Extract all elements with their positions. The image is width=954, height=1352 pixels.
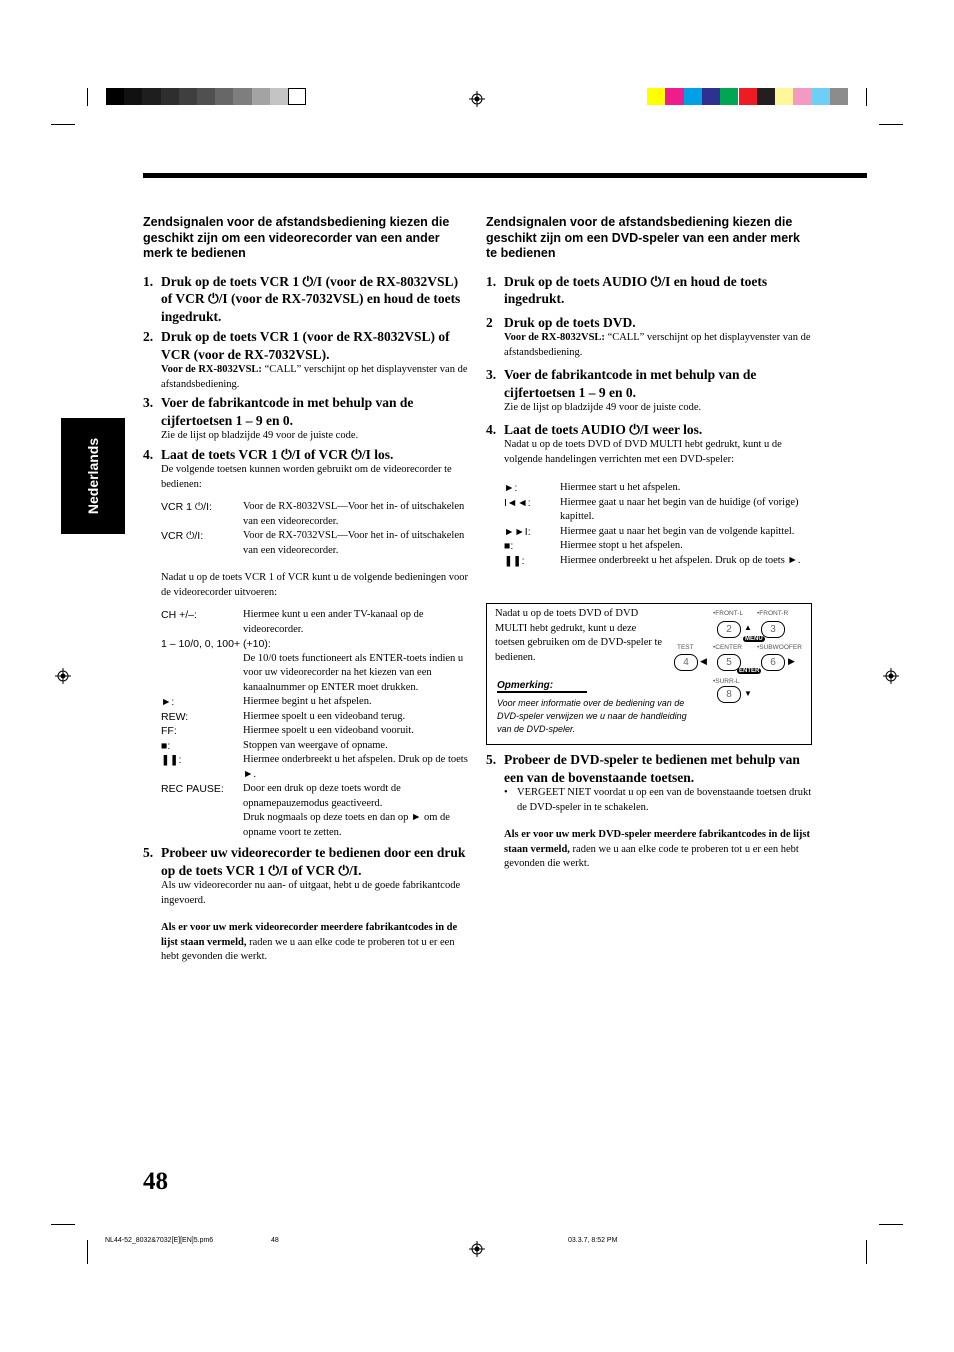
down-arrow-icon: ▼ — [744, 689, 752, 698]
final-note: Als er voor uw merk DVD-speler meerdere fabrikantcodes in de lijst staan vermeld, raden we u aan elke code te proberen tot u er een hebt gevonden die werkt. — [504, 829, 811, 869]
color-swatch — [179, 88, 197, 105]
key-row: VCR ⏻/I: Voor de RX-7032VSL—Voor het in- of uitschakelen van een videorecorder. — [161, 530, 465, 556]
crop-mark — [879, 124, 903, 125]
step-note: Als uw videorecorder nu aan- of uitgaat, hebt u de goede fabrikantcode ingevoerd. — [161, 880, 461, 906]
crop-mark — [866, 88, 867, 106]
color-swatch — [197, 88, 215, 105]
page-number: 48 — [143, 1168, 168, 1195]
left-arrow-icon: ◀ — [700, 656, 707, 666]
registration-mark-icon — [883, 668, 899, 684]
keypad-key-2: 2 — [717, 621, 741, 638]
step-note: Voor de RX-8032VSL: “CALL” verschijnt op het displayvenster van de afstandsbediening. — [504, 332, 811, 358]
step-4: 4. Laat de toets AUDIO ⏻/I weer los. Nadat u op de toets DVD of DVD MULTI hebt gedrukt, kunt u de volgende handelingen verrichten met een DVD-speler: — [486, 421, 812, 468]
num-key-desc: De 10/0 toets functioneert als ENTER-toets indien u voor uw videorecorder na het kiezen van een kanaalnummer op ENTER moet drukken. — [243, 652, 464, 693]
key-label: ■: — [504, 540, 514, 552]
key-row — [161, 739, 471, 754]
color-swatch — [720, 88, 738, 105]
crop-mark — [87, 88, 88, 106]
language-tab-label: Nederlands — [85, 437, 101, 515]
keypad-key-3: 3 — [761, 621, 785, 638]
step-2: 2 Druk op de toets DVD. Voor de RX-8032VSL: “CALL” verschijnt op het displayvenster van de afstandsbediening. — [486, 314, 812, 361]
key-row — [161, 710, 471, 725]
step-text: Voer de fabrikantcode in met behulp van de cijfertoetsen 1 – 9 en 0. — [504, 367, 757, 400]
rec-pause-extra: Druk nogmaals op deze toets en dan op ► om de opname voort te zetten. — [243, 812, 450, 838]
step-text: Voer de fabrikantcode in met behulp van de cijfertoetsen 1 – 9 en 0. — [161, 395, 414, 428]
color-swatch — [233, 88, 251, 105]
color-swatch — [288, 88, 306, 105]
dvd-info-box — [486, 603, 812, 745]
key-description: Hiermee gaat u naar het begin van de volgende kapittel. — [560, 525, 795, 537]
num-key: 1 – 10/0, 0, 100+ (+10): — [161, 638, 271, 650]
key-description: Hiermee start u het afspelen. — [560, 482, 681, 493]
key-description: Hiermee begint u het afspelen. — [243, 696, 372, 707]
footer-date: 03.3.7, 8:52 PM — [568, 1237, 618, 1244]
keypad-key-5: 5 — [717, 654, 741, 671]
crop-mark — [879, 1224, 903, 1225]
key-row — [504, 525, 812, 540]
color-swatch — [757, 88, 775, 105]
menu-label: MENU — [745, 636, 763, 642]
key-description: Door een druk op deze toets wordt de opnamepauzemodus geactiveerd. — [243, 783, 401, 809]
color-swatch — [124, 88, 142, 105]
color-swatch — [215, 88, 233, 105]
step-3: 3. Voer de fabrikantcode in met behulp van de cijfertoetsen 1 – 9 en 0. Zie de lijst op bladzijde 49 voor de juiste code. — [143, 394, 471, 444]
step-text: Druk op de toets VCR 1 (voor de RX-8032VSL) of VCR (voor de RX-7032VSL). — [161, 329, 450, 362]
key-label: REW: — [161, 710, 189, 723]
color-swatch — [106, 88, 124, 105]
keypad-key-4: 4 — [674, 654, 698, 671]
step-3: 3. Voer de fabrikantcode in met behulp van de cijfertoetsen 1 – 9 en 0. Zie de lijst op bladzijde 49 voor de juiste code. — [486, 366, 812, 416]
key-description: Hiermee onderbreekt u het afspelen. Druk op de toets ►. — [243, 754, 468, 780]
key-row — [161, 695, 471, 710]
key-description: Hiermee onderbreekt u het afspelen. Druk op de toets ►. — [560, 554, 801, 566]
key-label: ■: — [161, 739, 171, 752]
header-rule — [143, 173, 867, 178]
section-title: Zendsignalen voor de afstandsbediening kiezen die geschikt zijn om een videorecorder van een ander merk te bedienen — [143, 215, 450, 260]
after-note: Nadat u op de toets VCR 1 of VCR kunt u de volgende bedieningen voor de videorecorder uitvoeren: — [161, 572, 468, 598]
key-label: ❚❚: — [504, 554, 525, 567]
key-row — [161, 724, 471, 739]
key-row: VCR 1 ⏻/I: Voor de RX-8032VSL—Voor het in- of uitschakelen van een videorecorder. — [161, 501, 465, 527]
key-description: Hiermee stopt u het afspelen. — [560, 540, 683, 551]
step-text: Druk op de toets AUDIO ⏻/I en houd de toets ingedrukt. — [504, 273, 768, 306]
note-text: Voor meer informatie over de bediening van de DVD-speler verwijzen we u naar de handleiding van de DVD-speler. — [497, 698, 687, 734]
ch-key: CH +/–: Hiermee kunt u een ander TV-kanaal op de videorecorder. — [161, 609, 424, 635]
left-column — [143, 215, 471, 965]
power-key-list — [143, 500, 471, 558]
note-title: Opmerking: — [497, 680, 587, 693]
section-title: Zendsignalen voor de afstandsbediening kiezen die geschikt zijn om een DVD-speler van een ander merk te bedienen — [486, 215, 801, 260]
step-2: 2. Druk op de toets VCR 1 (voor de RX-8032VSL) of VCR (voor de RX-7032VSL). Voor de RX-8032VSL: “CALL” verschijnt op het displayvenster van de afstandsbediening. — [143, 328, 471, 392]
step-note: Zie de lijst op bladzijde 49 voor de juiste code. — [504, 402, 702, 413]
registration-mark-icon — [469, 1241, 485, 1257]
up-arrow-icon: ▲ — [744, 623, 752, 632]
step-text: Druk op de toets VCR 1 ⏻/I (voor de RX-8032VSL) of VCR ⏻/I (voor de RX-7032VSL) en houd de toets ingedrukt. — [161, 273, 461, 324]
key-description: Stoppen van weergave of opname. — [243, 739, 388, 751]
key-row — [504, 496, 812, 525]
crop-mark — [51, 1224, 75, 1225]
key-label: REC PAUSE: — [161, 783, 224, 795]
footer-file: NL44-52_8032&7032[E][EN]5.pm6 — [105, 1237, 214, 1244]
step-text: Probeer de DVD-speler te bedienen met behulp van een van de bovenstaande toetsen. — [504, 752, 800, 785]
color-swatch — [812, 88, 830, 105]
color-swatch — [270, 88, 288, 105]
crop-mark — [87, 1240, 88, 1264]
step-text: Laat de toets VCR 1 ⏻/I of VCR ⏻/I los. — [161, 446, 394, 462]
right-arrow-icon: ▶ — [788, 656, 795, 666]
color-swatch — [775, 88, 793, 105]
key-label: ►: — [504, 482, 518, 494]
key-description: Hiermee spoelt u een videoband terug. — [243, 710, 406, 722]
footer-page: 48 — [271, 1237, 279, 1244]
key-label: I◄◄: — [504, 496, 531, 509]
enter-label: ENTER — [739, 668, 760, 674]
step-bullet: • VERGEET NIET voordat u op een van de bovenstaande toetsen drukt de DVD-speler in te schakelen. — [504, 787, 812, 813]
dvd-key-list — [486, 481, 812, 568]
key-label: ►: — [161, 696, 175, 708]
color-swatch — [161, 88, 179, 105]
registration-mark-icon — [469, 91, 485, 107]
key-row — [161, 753, 471, 782]
right-column-lower — [486, 751, 812, 872]
key-description: Hiermee spoelt u een videoband vooruit. — [243, 725, 414, 736]
step-note: Nadat u op de toets DVD of DVD MULTI hebt gedrukt, kunt u de volgende handelingen verrichten met een DVD-speler: — [504, 439, 782, 465]
registration-mark-icon — [55, 668, 71, 684]
key-row — [504, 539, 812, 554]
color-swatch — [739, 88, 757, 105]
color-swatch — [665, 88, 683, 105]
step-text: Laat de toets AUDIO ⏻/I weer los. — [504, 421, 703, 437]
keypad-key-6: 6 — [761, 654, 785, 671]
color-swatch — [702, 88, 720, 105]
step-5: 5. Probeer uw videorecorder te bedienen door een druk op de toets VCR 1 ⏻/I of VCR ⏻/I. Als uw videorecorder nu aan- of uitgaat, hebt u de goede fabrikantcode ingevoerd. — [143, 844, 471, 908]
key-label: ❚❚: — [161, 754, 182, 766]
crop-mark — [866, 1240, 867, 1264]
color-swatch — [684, 88, 702, 105]
color-swatch — [252, 88, 270, 105]
language-tab — [61, 418, 125, 534]
step-5: 5. Probeer de DVD-speler te bedienen met behulp van een van de bovenstaande toetsen. — [486, 752, 800, 785]
key-row — [504, 554, 812, 569]
key-description: Hiermee gaat u naar het begin van de huidige (of vorige) kapittel. — [560, 496, 799, 522]
step-text: Druk op de toets DVD. — [504, 314, 636, 330]
step-note: De volgende toetsen kunnen worden gebruikt om de videorecorder te bedienen: — [161, 464, 452, 490]
step-4: 4. Laat de toets VCR 1 ⏻/I of VCR ⏻/I los. De volgende toetsen kunnen worden gebruikt om de videorecorder te bedienen: — [143, 446, 471, 493]
crop-mark — [51, 124, 75, 125]
color-swatch — [830, 88, 848, 105]
step-note: Zie de lijst op bladzijde 49 voor de juiste code. — [161, 430, 359, 441]
key-label: FF: — [161, 725, 177, 737]
keypad-diagram: •FRONT-L •FRONT-R 2 ▲ 3 MENU TEST •CENTER •SUBWOOFER 4 ◀ 5 6 ▶ ENTER •SURR-L 8 ▼ — [673, 610, 807, 706]
color-swatch — [647, 88, 665, 105]
final-note: Als er voor uw merk videorecorder meerdere fabrikantcodes in de lijst staan vermeld, raden we u aan elke code te proberen tot u er een hebt gevonden die werkt. — [161, 922, 458, 962]
keypad-key-8: 8 — [717, 686, 741, 703]
key-row — [504, 481, 812, 496]
step-1: 1. Druk op de toets AUDIO ⏻/I en houd de toets ingedrukt. — [486, 273, 768, 306]
box-text: Nadat u op de toets DVD of DVD MULTI hebt gedrukt, kunt u deze toetsen gebruiken om de DVD-speler te bedienen. — [495, 608, 663, 663]
step-note: Voor de RX-8032VSL: “CALL” verschijnt op het displayvenster van de afstandsbediening. — [161, 364, 468, 390]
right-column — [486, 215, 812, 568]
color-swatch — [142, 88, 160, 105]
step-1: 1. Druk op de toets VCR 1 ⏻/I (voor de RX-8032VSL) of VCR ⏻/I (voor de RX-7032VSL) en houd de toets ingedrukt. — [143, 273, 461, 324]
step-text: Probeer uw videorecorder te bedienen door een druk op de toets VCR 1 ⏻/I of VCR ⏻/I. — [161, 845, 466, 878]
vcr-key-list — [143, 695, 471, 811]
key-row — [161, 782, 471, 811]
color-swatch — [793, 88, 811, 105]
key-label: ►►I: — [504, 525, 531, 538]
